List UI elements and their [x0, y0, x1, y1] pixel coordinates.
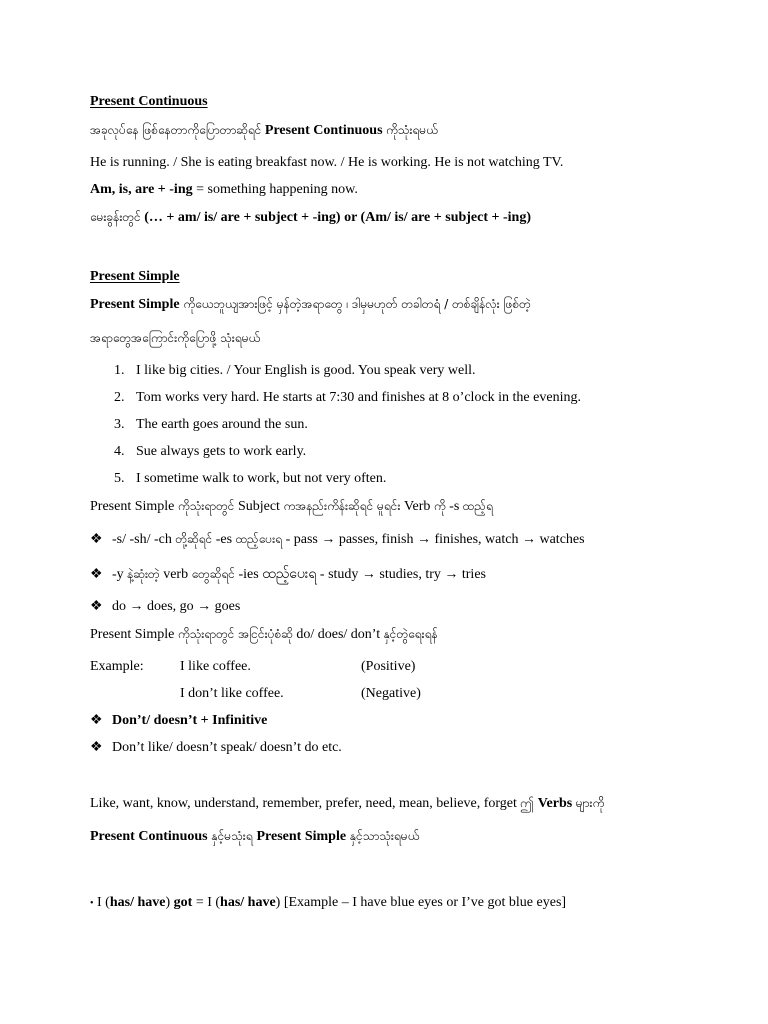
intro-burmese: အခုလုပ်နေ ဖြစ်နေတာကိုပြောတာဆိုရင်: [90, 123, 262, 137]
list-number: 2.: [114, 390, 125, 405]
bullet-item: [90, 530, 585, 549]
list-item: [114, 470, 386, 488]
rule-text: - pass → passes, finish → finishes, watch → watches: [282, 532, 585, 547]
list-number: 3.: [114, 417, 125, 432]
rule-text: Don’t/ doesn’t + Infinitive: [112, 713, 268, 728]
got-text: = I (: [192, 895, 221, 910]
rule-text: -s/ -sh/ -ch: [112, 532, 176, 547]
bullet-dot-icon: •: [90, 898, 94, 909]
got-text: has/ have: [109, 895, 166, 910]
question-burmese: မေးခွန်းတွင်: [90, 210, 141, 224]
list-number: 4.: [114, 444, 125, 459]
list-item: [114, 362, 476, 380]
stative-line-2: [90, 827, 419, 846]
stative-burmese: နှင့်သာသုံးရမယ်: [346, 829, 420, 843]
present-simple-intro: [90, 295, 531, 314]
present-continuous-intro: [90, 121, 438, 140]
rule-text: Present Simple: [90, 499, 178, 514]
stative-text: Present Continuous: [90, 829, 208, 844]
present-continuous-question: [90, 208, 531, 227]
present-simple-heading: Present Simple: [90, 269, 180, 284]
negative-rule: [90, 625, 438, 644]
formula-rest: = something happening now.: [192, 182, 358, 197]
subject-rule: [90, 497, 493, 516]
got-text: ) [Example – I have blue eyes or I’ve got blue eyes]: [275, 895, 567, 910]
rule-burmese: ကအနည်းကိန်းဆိုရင် မူရင်း: [283, 499, 401, 513]
present-continuous-example: He is running. / She is eating breakfast now. / He is working. He is not watching TV.: [90, 155, 564, 170]
present-continuous-formula: [90, 181, 358, 199]
stative-text: Like, want, know, understand, remember, prefer, need, mean, believe, forget: [90, 796, 521, 811]
stative-burmese: ဤ: [520, 796, 535, 810]
rule-text: -s: [445, 499, 463, 514]
diamond-bullet-icon: ❖: [90, 740, 103, 755]
rule-burmese: ထည့်ပေးရ: [235, 532, 283, 546]
present-simple-intro-line2: အရာတွေအကြောင်းကိုပြောဖို့ သုံးရမယ်: [90, 331, 261, 345]
stative-burmese: များကို: [575, 796, 605, 810]
list-number: 5.: [114, 471, 125, 486]
list-text: The earth goes around the sun.: [136, 417, 308, 432]
intro-burmese-2: ကိုသုံးရမယ်: [386, 123, 438, 137]
rule-text: verb: [159, 567, 192, 582]
got-text: got: [173, 895, 193, 910]
rule-burmese: တွေဆိုရင်: [191, 567, 235, 581]
list-text: I like big cities. / Your English is good. You speak very well.: [136, 363, 476, 378]
question-rule: (… + am/ is/ are + subject + -ing) or (Am/ is/ are + subject + -ing): [140, 210, 532, 225]
got-text: has/ have: [220, 895, 276, 910]
bullet-item: [90, 739, 342, 757]
stative-burmese: နှင့်မသုံးရ: [207, 829, 257, 843]
rule-text: Verb: [400, 499, 434, 514]
rule-burmese: နှင့်တွဲရေးရန်: [383, 627, 438, 641]
formula-bold: Am, is, are + -ing: [90, 182, 193, 197]
example-label: Example:: [90, 659, 144, 674]
rule-burmese: ကို: [433, 499, 446, 513]
list-text: Tom works very hard. He starts at 7:30 and finishes at 8 o’clock in the evening.: [136, 390, 581, 405]
list-text: Sue always gets to work early.: [136, 444, 307, 459]
diamond-bullet-icon: ❖: [90, 532, 103, 547]
present-continuous-heading: Present Continuous: [90, 94, 208, 109]
rule-text: -y: [112, 567, 128, 582]
example-negative: I don’t like coffee.: [180, 686, 284, 701]
rule-burmese: ထည့်ရ: [462, 499, 493, 513]
list-item: [114, 389, 581, 407]
list-number: 1.: [114, 363, 125, 378]
rule-burmese: ကိုသုံးရာတွင်: [177, 499, 235, 513]
diamond-bullet-icon: ❖: [90, 713, 103, 728]
got-text: I (: [93, 895, 110, 910]
example-positive: I like coffee.: [180, 659, 251, 674]
diamond-bullet-icon: ❖: [90, 599, 103, 614]
list-item: [114, 416, 308, 434]
bullet-item: [90, 565, 486, 584]
list-text: I sometime walk to work, but not very often.: [136, 471, 387, 486]
rule-text: Present Simple: [90, 627, 178, 642]
rule-burmese: တို့ဆိုရင်: [175, 532, 213, 546]
stative-text: Present Simple: [256, 829, 347, 844]
intro-term: Present Continuous: [264, 123, 383, 138]
stative-text: Verbs: [534, 796, 576, 811]
diamond-bullet-icon: ❖: [90, 567, 103, 582]
rule-text: do/ does/ don’t: [292, 627, 384, 642]
got-text: ): [165, 895, 174, 910]
list-item: [114, 443, 306, 461]
intro-burmese: ကိုယေဘူယျအားဖြင့် မှန်တဲ့အရာတွေ ၊ ဒါမှမဟုတ် တခါတရံ / တစ်ချိန်လုံး ဖြစ်တဲ့: [179, 297, 531, 311]
bullet-item: [90, 712, 267, 730]
rule-burmese: နဲ့ဆုံးတဲ့: [127, 567, 160, 581]
rule-text: Don’t like/ doesn’t speak/ doesn’t do etc.: [112, 740, 342, 755]
rule-text: Subject: [234, 499, 284, 514]
example-positive-tag: (Positive): [361, 659, 416, 674]
rule-text: -es: [212, 532, 236, 547]
rule-burmese: ကိုသုံးရာတွင် အငြင်းပုံစံဆို: [177, 627, 293, 641]
example-negative-tag: (Negative): [361, 686, 421, 701]
rule-text: -ies ထည့်ပေးရ - study → studies, try → tries: [234, 567, 486, 582]
bullet-item: [90, 598, 240, 616]
stative-line-1: [90, 794, 604, 813]
intro-term: Present Simple: [90, 297, 180, 312]
rule-text: do → does, go → goes: [112, 599, 241, 614]
got-rule: [90, 894, 566, 913]
